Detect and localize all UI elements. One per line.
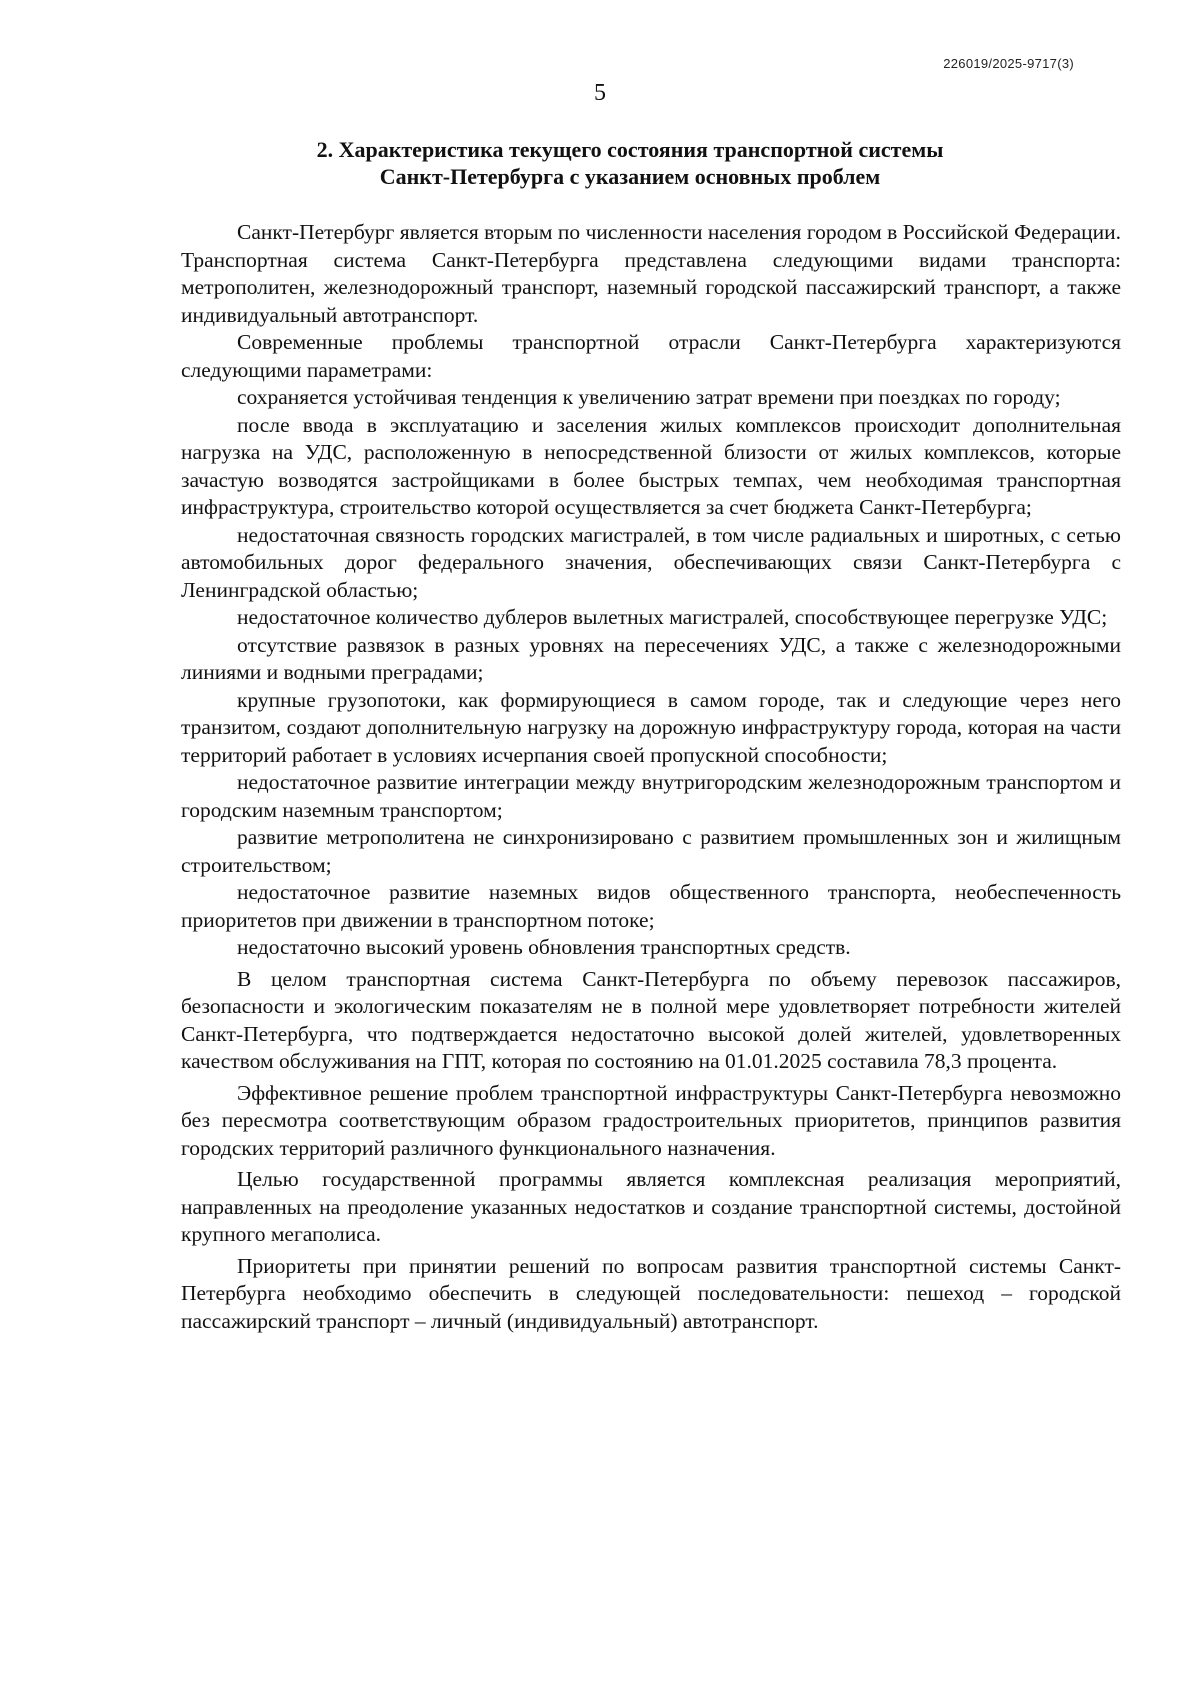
paragraph-effective-solution: Эффективное решение проблем транспортной инфраструктуры Санкт-Петербурга невозможно без пересмотра соответствующим образом градостроительных приоритетов, принципов развития городских территорий различного функционального назначения. (181, 1080, 1121, 1160)
list-item-duplicate-roads: недостаточное количество дублеров вылетных магистралей, способствующее перегрузке УДС; (237, 605, 1108, 629)
paragraph-problems-lead: Современные проблемы транспортной отрасли Санкт-Петербурга характеризуются следующими параметрами: (181, 330, 1121, 382)
paragraph-intro: Санкт-Петербург является вторым по численности населения городом в Российской Федерации. Транспортная система Санкт-Петербурга представлена следующими видами транспорта: метрополитен, железнодорожный транспорт, наземный городской пассажирский транспорт, а также индивидуальный автотранспорт. (181, 220, 1121, 327)
document-body (181, 219, 1121, 1335)
page-number: 5 (594, 80, 606, 106)
paragraph-priorities: Приоритеты при принятии решений по вопросам развития транспортной системы Санкт-Петербурга необходимо обеспечить в следующей последовательности: пешеход – городской пассажирский транспорт – личный (индивидуальный) автотранспорт. (181, 1253, 1121, 1333)
section-heading-line-2: Санкт-Петербурга с указанием основных проблем (379, 164, 881, 189)
paragraph-program-goal: Целью государственной программы является комплексная реализация мероприятий, направленных на преодоление указанных недостатков и создание транспортной системы, достойной крупного мегаполиса. (181, 1167, 1121, 1246)
document-registration-number: 226019/2025-9717(3) (943, 56, 1074, 71)
list-item-metro: развитие метрополитена не синхронизировано с развитием промышленных зон и жилищным строительством; (181, 825, 1121, 877)
list-item-freight: крупные грузопотоки, как формирующиеся в самом городе, так и следующие через него транзитом, создают дополнительную нагрузку на дорожную инфраструктуру города, которая на части территорий работает в условиях исчерпания своей пропускной способности; (181, 687, 1121, 767)
list-item-public-transport: недостаточное развитие наземных видов общественного транспорта, необеспеченность приоритетов при движении в транспортном потоке; (181, 880, 1121, 932)
section-heading-line-1: 2. Характеристика текущего состояния транспортной системы (316, 137, 944, 162)
section-heading (180, 136, 1080, 190)
list-item-interchanges: отсутствие развязок в разных уровнях на пересечениях УДС, а также с железнодорожными линиями и водными преградами; (181, 632, 1121, 684)
list-item-rail-integration: недостаточное развитие интеграции между внутригородским железнодорожным транспортом и городским наземным транспортом; (181, 770, 1121, 822)
list-item-fleet-renewal: недостаточно высокий уровень обновления транспортных средств. (237, 935, 851, 959)
list-item-residential-load: после ввода в эксплуатацию и заселения жилых комплексов происходит дополнительная нагрузка на УДС, расположенную в непосредственной близости от жилых комплексов, которые зачастую возводятся застройщиками в более быстрых темпах, чем необходимая транспортная инфраструктура, строительство которой осуществляется за счет бюджета Санкт-Петербурга; (181, 412, 1121, 519)
paragraph-overall-assessment: В целом транспортная система Санкт-Петербурга по объему перевозок пассажиров, безопасности и экологическим показателям не в полной мере удовлетворяет потребности жителей Санкт-Петербурга, что подтверждается недостаточно высокой долей жителей, удовлетворенных качеством обслуживания на ГПТ, которая по состоянию на 01.01.2025 составила 78,3 процента. (181, 966, 1121, 1073)
list-item-connectivity: недостаточная связность городских магистралей, в том числе радиальных и широтных, с сетью автомобильных дорог федерального значения, обеспечивающих связи Санкт-Петербурга с Ленинградской областью; (181, 522, 1121, 602)
list-item-travel-time: сохраняется устойчивая тенденция к увеличению затрат времени при поездках по городу; (237, 385, 1061, 409)
